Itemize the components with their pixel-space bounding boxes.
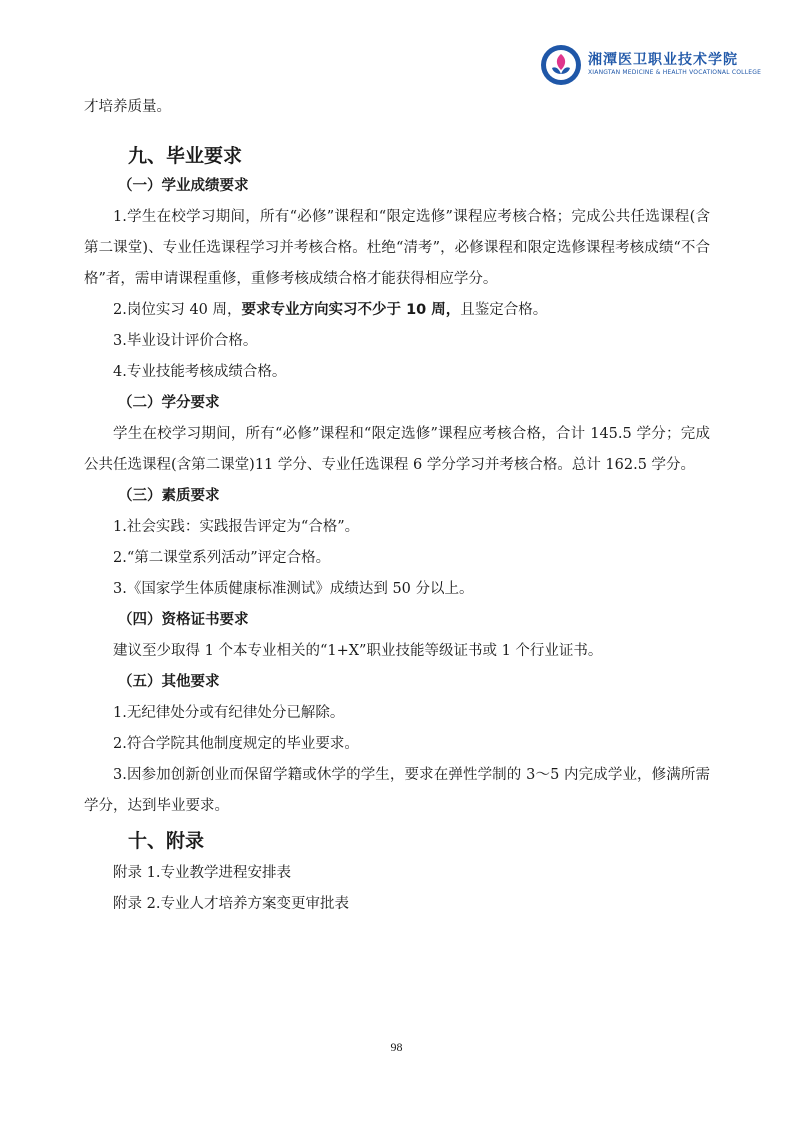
subsection-3-heading: （三）素质要求 bbox=[118, 488, 220, 504]
college-emblem-icon bbox=[540, 44, 582, 86]
college-logo bbox=[540, 44, 762, 88]
emphasis-text: 要求专业方向实习不少于 10 周， bbox=[241, 302, 461, 318]
paragraph bbox=[84, 295, 710, 326]
paragraph: 1.无纪律处分或有纪律处分已解除。 bbox=[113, 705, 345, 721]
paragraph: 1.社会实践：实践报告评定为“合格”。 bbox=[113, 519, 360, 535]
logo-chinese-text: 湘潭医卫职业技术学院 bbox=[588, 52, 738, 68]
appendix-item: 附录 1.专业教学进程安排表 bbox=[113, 865, 291, 881]
paragraph: 3.《国家学生体质健康标准测试》成绩达到 50 分以上。 bbox=[113, 581, 474, 597]
paragraph: 1.学生在校学习期间，所有“必修”课程和“限定选修”课程应考核合格；完成公共任选课程(含第二课堂)、专业任选课程学习并考核合格。杜绝“清考”，必修课程和限定选修课程考核成绩“不合格”者，需申请课程重修，重修考核成绩合格才能获得相应学分。 bbox=[84, 209, 710, 287]
document-body bbox=[84, 92, 710, 920]
continuation-text: 才培养质量。 bbox=[84, 99, 171, 115]
logo-english-text: XIANGTAN MEDICINE & HEALTH VOCATIONAL COLLEGE bbox=[588, 69, 762, 76]
paragraph: 学生在校学习期间，所有“必修”课程和“限定选修”课程应考核合格，合计 145.5 学分；完成公共任选课程(含第二课堂)11 学分、专业任选课程 6 学分学习并考核合格。总计 162.5 学分。 bbox=[84, 426, 710, 473]
paragraph: 3.毕业设计评价合格。 bbox=[113, 333, 258, 349]
section-10-heading: 十、附录 bbox=[128, 830, 205, 852]
paragraph: 2.符合学院其他制度规定的毕业要求。 bbox=[113, 736, 359, 752]
section-9-heading: 九、毕业要求 bbox=[128, 145, 243, 167]
subsection-4-heading: （四）资格证书要求 bbox=[118, 612, 249, 628]
paragraph: 建议至少取得 1 个本专业相关的“1+X”职业技能等级证书或 1 个行业证书。 bbox=[113, 643, 603, 659]
subsection-1-heading: （一）学业成绩要求 bbox=[118, 178, 249, 194]
paragraph: 2.“第二课堂系列活动”评定合格。 bbox=[113, 550, 331, 566]
paragraph: 4.专业技能考核成绩合格。 bbox=[113, 364, 287, 380]
subsection-2-heading: （二）学分要求 bbox=[118, 395, 220, 411]
paragraph: 3.因参加创新创业而保留学籍或休学的学生，要求在弹性学制的 3～5 内完成学业，修满所需学分，达到毕业要求。 bbox=[84, 767, 710, 814]
page-number: 98 bbox=[390, 1040, 403, 1054]
text-span: 2.岗位实习 40 周， bbox=[113, 302, 242, 318]
appendix-item: 附录 2.专业人才培养方案变更审批表 bbox=[113, 896, 349, 912]
subsection-5-heading: （五）其他要求 bbox=[118, 674, 220, 690]
text-span: 且鉴定合格。 bbox=[460, 302, 548, 318]
